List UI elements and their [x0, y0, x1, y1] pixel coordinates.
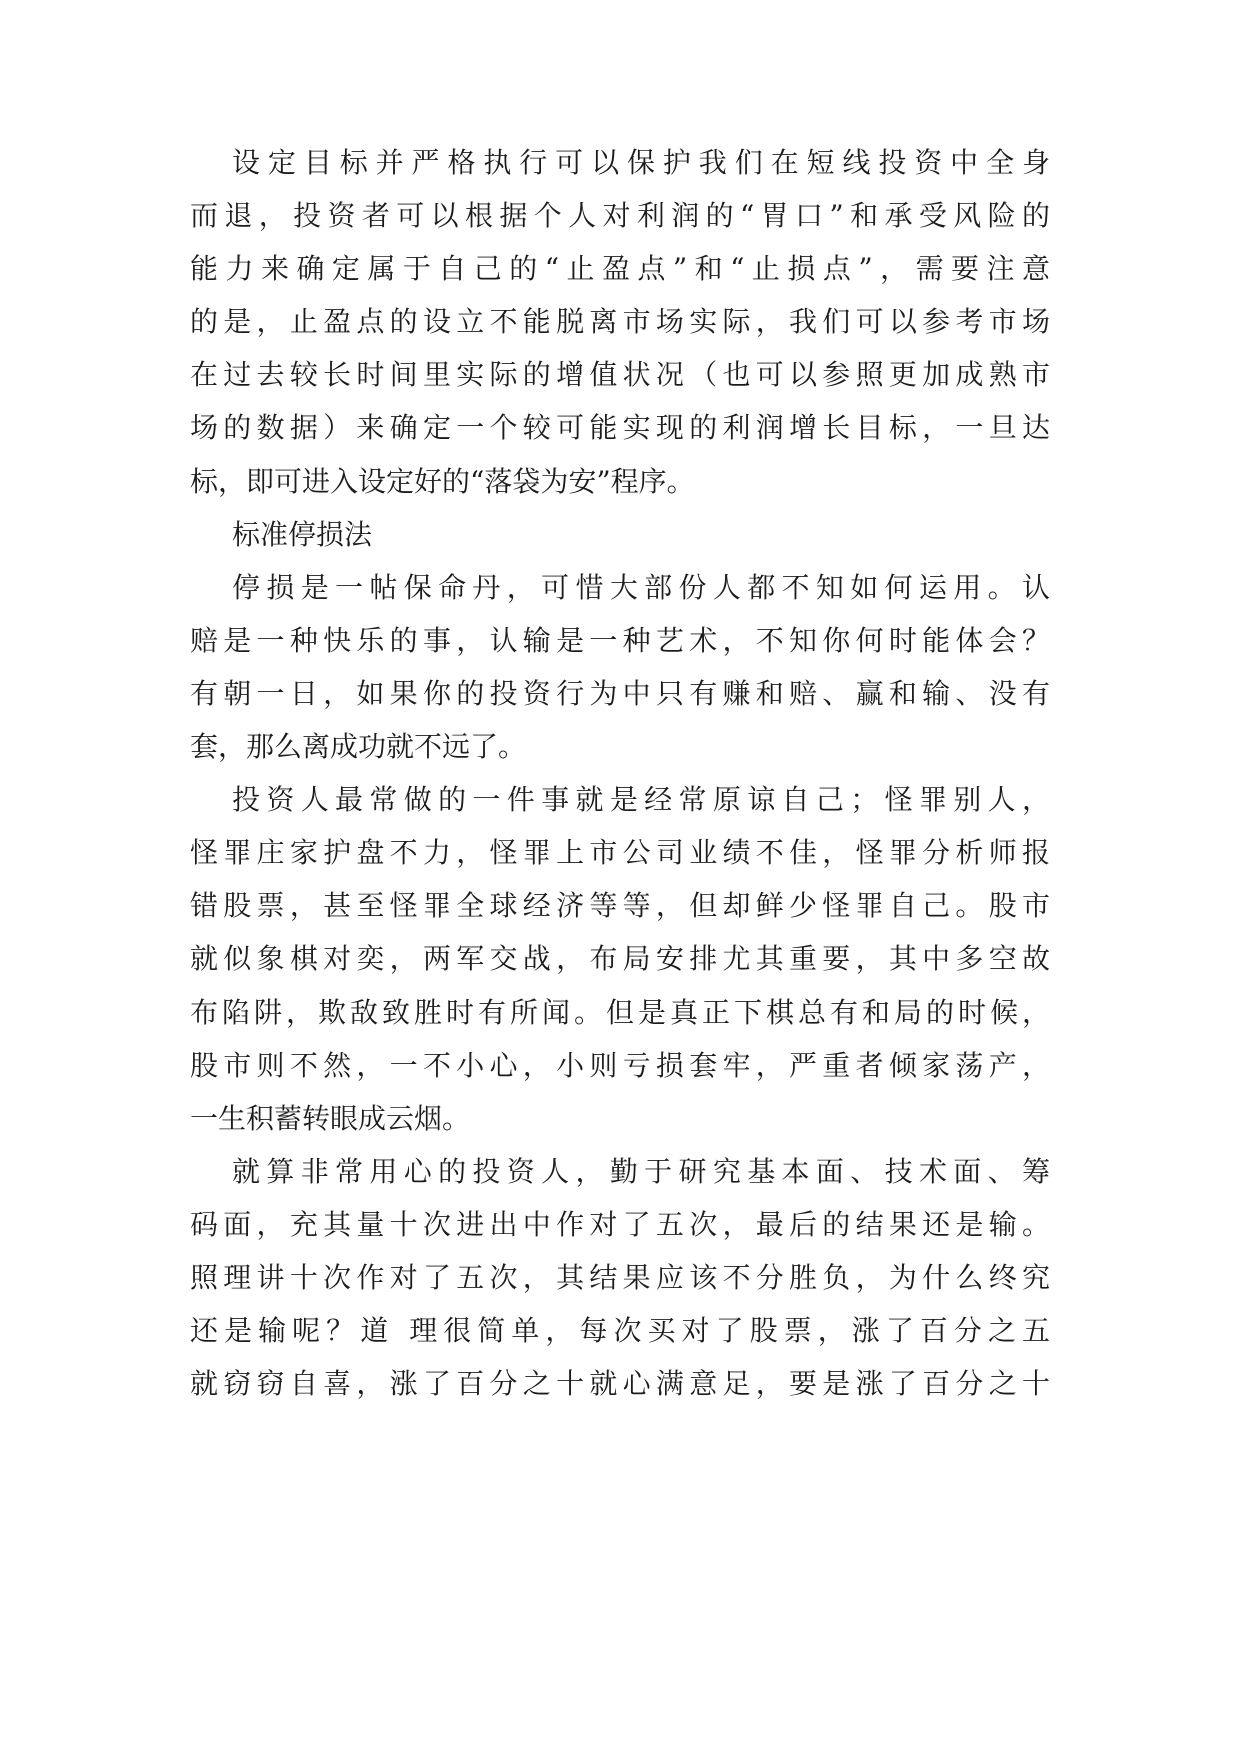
paragraph-3 [190, 773, 1050, 1145]
document-body [190, 136, 1050, 1410]
paragraph-line: 场的数据）来确定一个较可能实现的利润增长目标，一旦达 [190, 411, 1050, 445]
paragraph-line: 错股票，甚至怪罪全球经济等等，但却鲜少怪罪自己。股市 [190, 889, 1050, 923]
paragraph-line: 照理讲十次作对了五次，其结果应该不分胜负，为什么终究 [190, 1260, 1050, 1294]
paragraph-line: 设定目标并严格执行可以保护我们在短线投资中全身 [232, 146, 1050, 179]
paragraph-line: 码面，充其量十次进出中作对了五次，最后的结果还是输。 [190, 1207, 1050, 1241]
paragraph-line: 的是，止盈点的设立不能脱离市场实际，我们可以参考市场 [190, 305, 1050, 339]
paragraph-line: 一生积蓄转眼成云烟。 [190, 1101, 471, 1135]
paragraph-4 [190, 1145, 1050, 1410]
paragraph-line: 布陷阱，欺敌致胜时有所闻。但是真正下棋总有和局的时候， [190, 995, 1050, 1029]
paragraph-line: 还是输呢？道 理很简单，每次买对了股票，涨了百分之五 [190, 1314, 1050, 1348]
paragraph-line: 就算非常用心的投资人，勤于研究基本面、技术面、筹 [232, 1154, 1050, 1188]
paragraph-line: 投资人最常做的一件事就是经常原谅自己；怪罪别人， [232, 783, 1050, 817]
paragraph-line: 怪罪庄家护盘不力，怪罪上市公司业绩不佳，怪罪分析师报 [190, 836, 1050, 870]
paragraph-line: 赔是一种快乐的事，认输是一种艺术，不知你何时能体会？ [190, 623, 1050, 657]
paragraph-line: 停损是一帖保命丹，可惜大部份人都不知如何运用。认 [232, 570, 1050, 604]
paragraph-1 [190, 136, 1050, 508]
paragraph-line: 标，即可进入设定好的“落袋为安”程序。 [190, 464, 695, 498]
paragraph-line: 能力来确定属于自己的“止盈点”和“止损点”，需要注意 [190, 252, 1050, 286]
paragraph-line: 套，那么离成功就不远了。 [190, 730, 527, 764]
paragraph-line: 在过去较长时间里实际的增值状况（也可以参照更加成熟市 [190, 358, 1050, 392]
paragraph-line: 有朝一日，如果你的投资行为中只有赚和赔、赢和输、没有 [190, 676, 1050, 710]
paragraph-line: 就似象棋对奕，两军交战，布局安排尤其重要，其中多空故 [190, 942, 1050, 976]
paragraph-line: 而退，投资者可以根据个人对利润的“胃口”和承受风险的 [190, 199, 1050, 233]
paragraph-line: 就窃窃自喜，涨了百分之十就心满意足，要是涨了百分之十 [190, 1367, 1050, 1401]
section-heading: 标准停损法 [232, 517, 373, 551]
paragraph-line: 股市则不然，一不小心，小则亏损套牢，严重者倾家荡产， [190, 1048, 1050, 1082]
paragraph-2 [190, 561, 1050, 773]
